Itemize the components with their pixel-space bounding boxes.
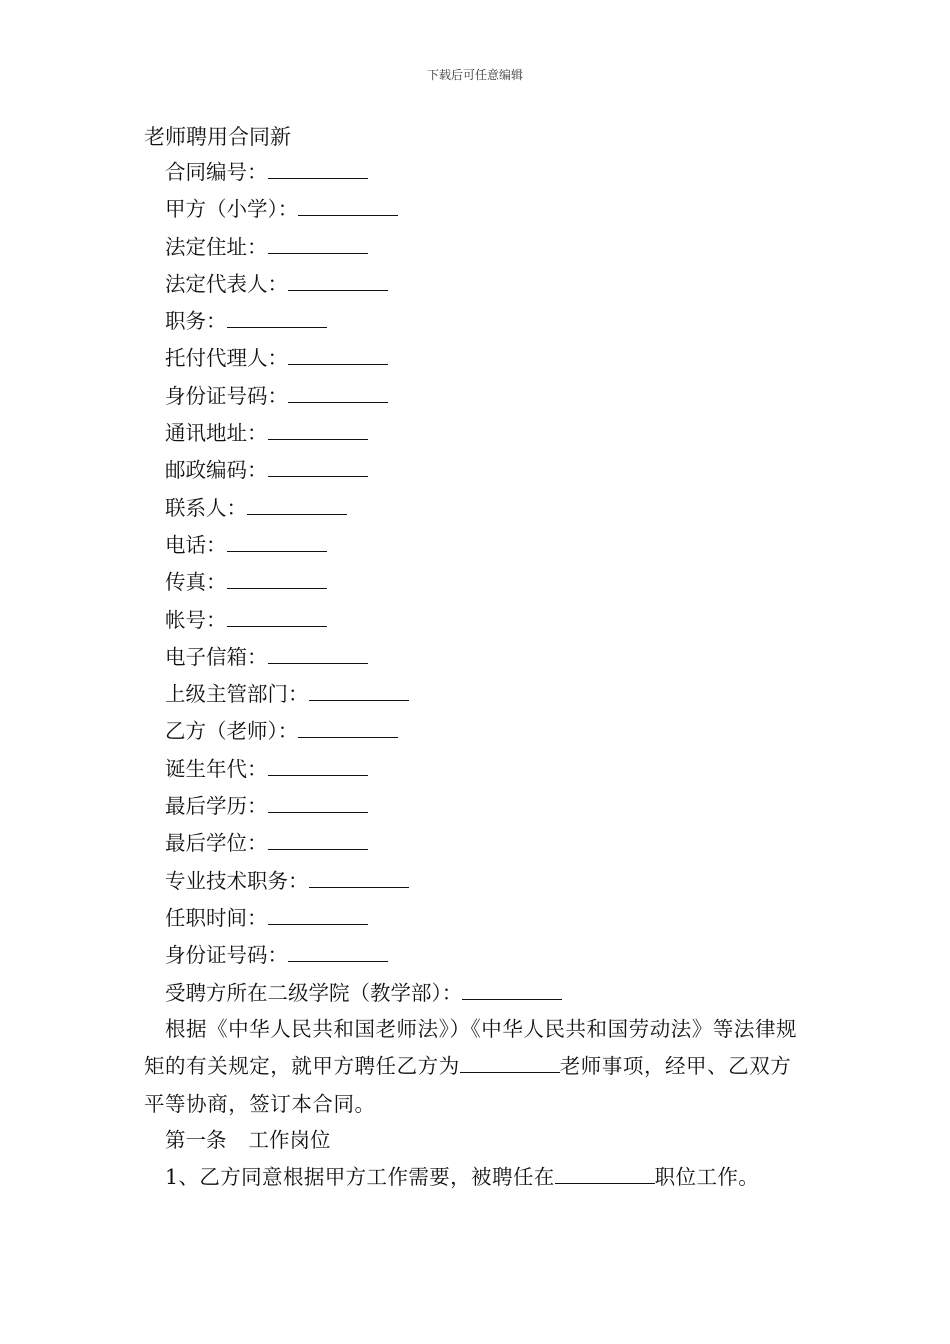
field-label: 电子信箱：: [165, 644, 268, 669]
fill-blank[interactable]: [227, 529, 327, 552]
fill-blank[interactable]: [268, 454, 368, 477]
fill-blank[interactable]: [268, 827, 368, 850]
field-postal-code: [165, 453, 562, 490]
intro-text-after: 老师事项，经甲、乙双方平等协商，签订本合同。: [144, 1054, 792, 1116]
document-title: 老师聘用合同新: [144, 125, 291, 149]
article-title: 工作岗位: [248, 1128, 331, 1152]
fill-blank[interactable]: [288, 268, 388, 291]
fill-blank[interactable]: [298, 193, 398, 216]
field-label: 最后学位：: [165, 831, 268, 856]
fill-blank[interactable]: [268, 156, 368, 179]
fill-blank[interactable]: [288, 380, 388, 403]
clause-paragraph: [165, 1159, 830, 1196]
article-heading: [165, 1122, 830, 1159]
field-agent: [165, 341, 562, 378]
fill-blank[interactable]: [227, 566, 327, 589]
field-label: 传真：: [165, 570, 227, 595]
field-contact-person: [165, 491, 562, 528]
field-label: 诞生年代：: [165, 756, 268, 781]
field-contract-number: [165, 155, 562, 192]
field-label: 法定代表人：: [165, 271, 288, 296]
field-label: 任职时间：: [165, 905, 268, 930]
fill-blank[interactable]: [298, 715, 398, 738]
fill-blank[interactable]: [268, 790, 368, 813]
field-label: 合同编号：: [165, 160, 268, 184]
fill-blank[interactable]: [288, 342, 388, 365]
field-id-number-b: [165, 938, 562, 975]
page-header-note: 下载后可任意编辑: [426, 68, 523, 82]
field-phone: [165, 528, 562, 565]
fill-blank[interactable]: [462, 977, 562, 1000]
field-party-a: [165, 192, 562, 229]
field-label: 联系人：: [165, 495, 247, 520]
field-label: 乙方（老师）：: [165, 719, 299, 744]
field-party-b: [165, 714, 562, 751]
contract-fields-list: [165, 155, 562, 1013]
field-label: 通讯地址：: [165, 421, 268, 446]
field-label: 身份证号码：: [165, 383, 288, 408]
fill-blank[interactable]: [247, 492, 347, 515]
field-label: 上级主管部门：: [165, 682, 309, 707]
field-position: [165, 304, 562, 341]
field-label: 身份证号码：: [165, 943, 288, 968]
fill-blank[interactable]: [227, 604, 327, 627]
field-degree: [165, 826, 562, 863]
field-label: 法定住址：: [165, 234, 268, 259]
intro-paragraph: [144, 1011, 809, 1123]
clause-text-before: 1、乙方同意根据甲方工作需要，被聘任在: [165, 1165, 555, 1189]
field-label: 专业技术职务：: [165, 868, 309, 893]
field-college: [165, 976, 562, 1013]
intro-text-before: 根据《中华人民共和国老师法》）《中华人民共和国劳动法》等法律规矩的有关规定，就甲方聘任乙方为: [144, 1017, 798, 1079]
fill-blank[interactable]: [268, 641, 368, 664]
field-account: [165, 603, 562, 640]
fill-blank[interactable]: [227, 305, 327, 328]
field-label: 职务：: [165, 309, 227, 334]
field-legal-address: [165, 230, 562, 267]
field-label: 邮政编码：: [165, 458, 268, 483]
field-id-number-a: [165, 379, 562, 416]
fill-blank[interactable]: [268, 902, 368, 925]
fill-blank[interactable]: [309, 678, 409, 701]
field-mailing-address: [165, 416, 562, 453]
field-appointment-time: [165, 901, 562, 938]
field-fax: [165, 565, 562, 602]
field-label: 托付代理人：: [165, 346, 288, 371]
fill-blank[interactable]: [555, 1161, 655, 1184]
field-legal-representative: [165, 267, 562, 304]
field-label: 帐号：: [165, 607, 227, 632]
field-birth-year: [165, 752, 562, 789]
fill-blank[interactable]: [288, 939, 388, 962]
field-email: [165, 640, 562, 677]
article-number: 第一条: [165, 1128, 227, 1152]
fill-blank[interactable]: [268, 753, 368, 776]
field-education: [165, 789, 562, 826]
field-label: 最后学历：: [165, 794, 268, 819]
field-label: 受聘方所在二级学院（教学部）：: [165, 980, 463, 1005]
fill-blank[interactable]: [309, 865, 409, 888]
field-supervising-department: [165, 677, 562, 714]
clause-text-after: 职位工作。: [654, 1165, 760, 1189]
fill-blank[interactable]: [268, 417, 368, 440]
fill-blank[interactable]: [268, 231, 368, 254]
field-professional-title: [165, 864, 562, 901]
field-label: 电话：: [165, 532, 227, 557]
fill-blank[interactable]: [460, 1050, 560, 1073]
field-label: 甲方（小学）：: [165, 197, 299, 222]
